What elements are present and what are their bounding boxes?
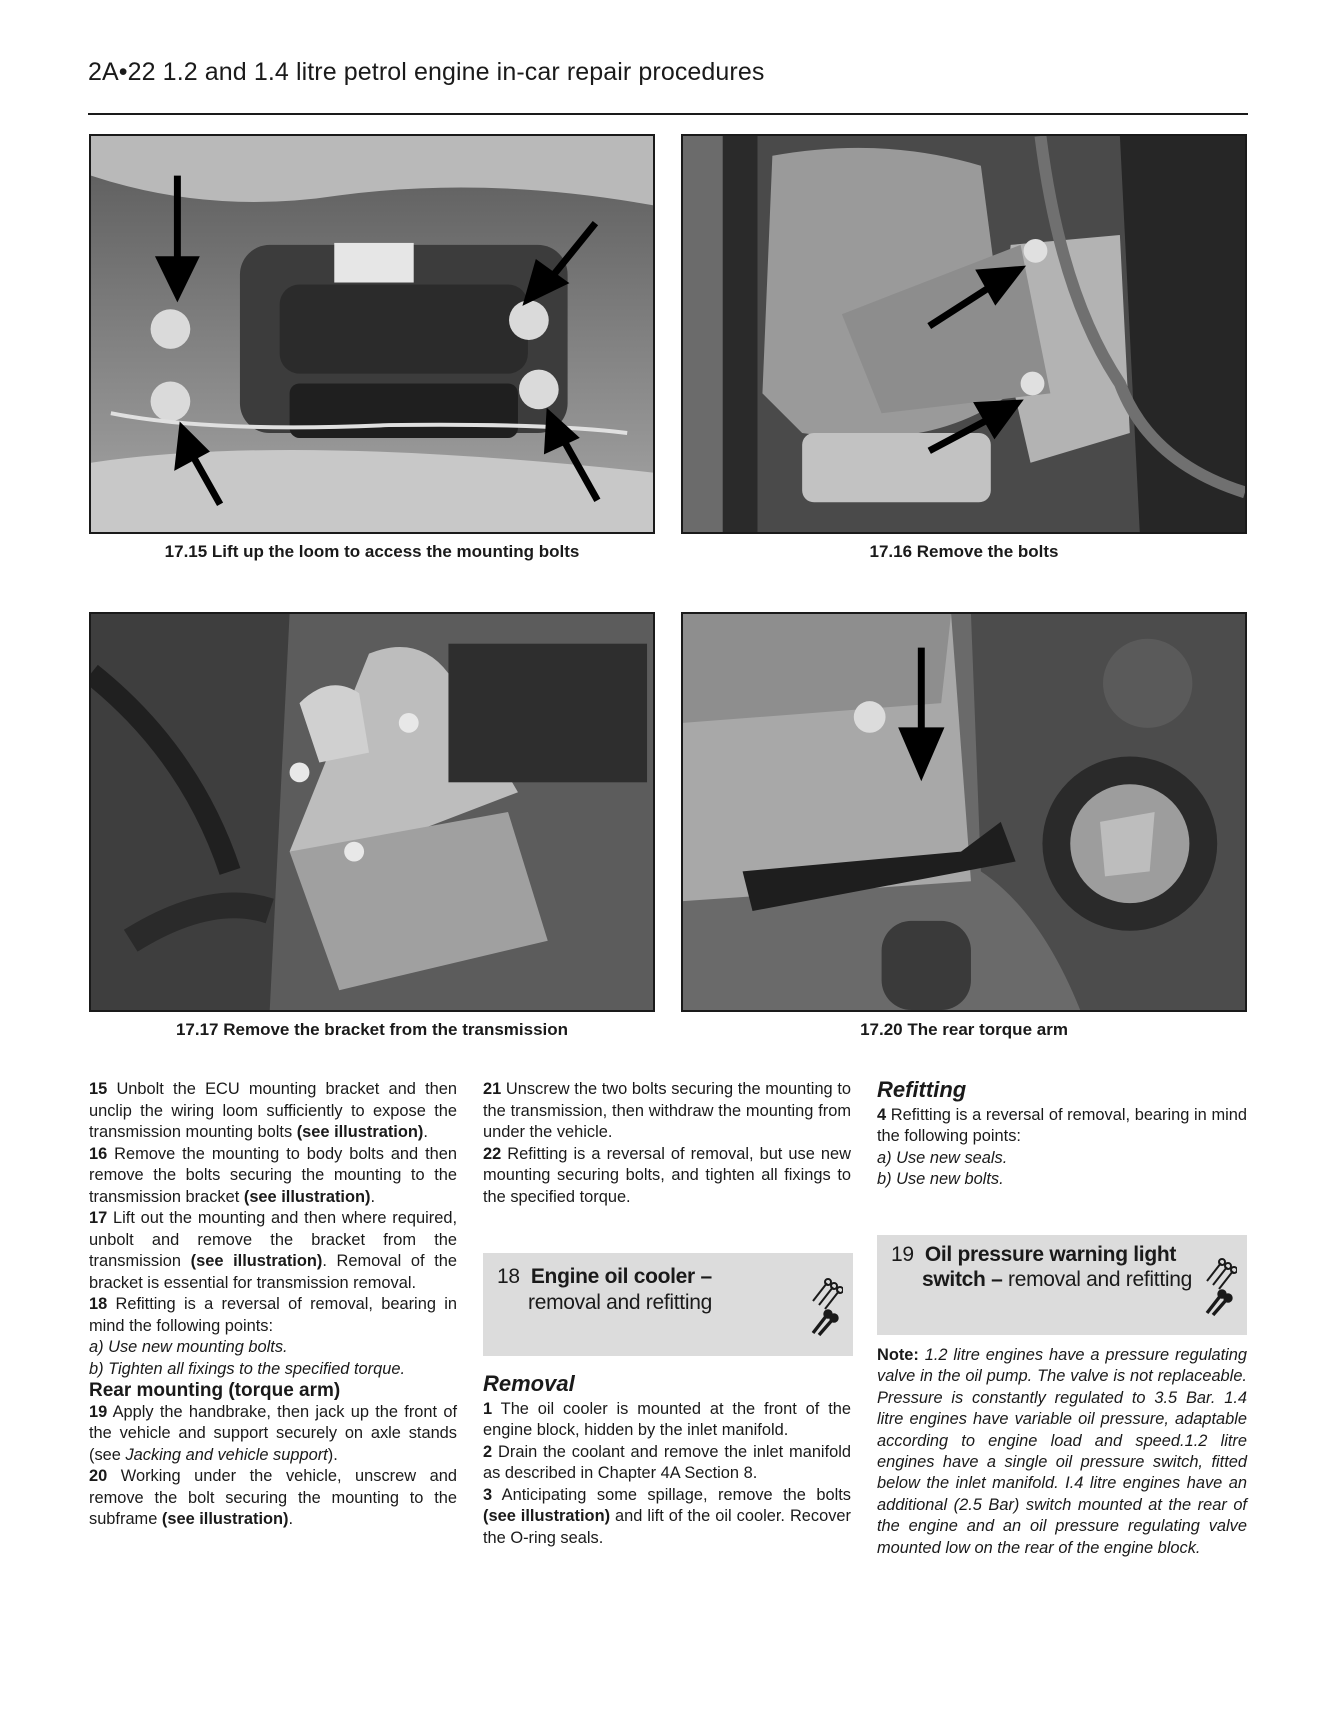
note-text: 1.2 litre engines have a pressure regulating valve in the oil pump. The valve is not replaceable. Pressure is constantly regulated to 3.5 Bar. 1.4 litre engines have variable oil pressure, adaptable according to engine load and speed.1.2 litre engines have a single oil pressure switch, fitted below the inlet manifold. I.4 litre engines have an additional (2.5 Bar) switch mounted at the rear of the engine and an oil pressure regulating valve mounted low on the rear of the engine block. (877, 1346, 1247, 1557)
photo-17-20-image (683, 614, 1245, 1010)
section-19-header (877, 1235, 1247, 1335)
text-column-2-lower (483, 1373, 851, 1549)
subheading-rear-mounting: Rear mounting (torque arm) (89, 1380, 341, 1401)
page-title: 2A•22 1.2 and 1.4 litre petrol engine in-car repair procedures (88, 58, 765, 86)
heading-refitting: Refitting (877, 1077, 967, 1102)
spanner-difficulty-icon (809, 1275, 843, 1337)
photo-17-20 (681, 612, 1247, 1012)
text-column-2 (483, 1079, 851, 1208)
list-item-b-bolts: b) Use new bolts. (877, 1170, 1004, 1188)
caption-17-16: 17.16 Remove the bolts (869, 542, 1059, 561)
paragraph-19: 19 Apply the handbrake, then jack up the front of the vehicle and support securely on axle stands (see Jacking and vehicle support). (89, 1402, 457, 1464)
photo-17-15 (89, 134, 655, 534)
text-column-3 (877, 1079, 1247, 1191)
paragraph-22: 22 Refitting is a reversal of removal, but use new mounting securing bolts, and tighten all fixings to the specified torque. (483, 1144, 851, 1206)
note-paragraph (877, 1345, 1247, 1559)
paragraph-16: 16 Remove the mounting to body bolts and then remove the bolts securing the mounting to the transmission bracket (see illustration). (89, 1144, 457, 1206)
list-item-a: a) Use new mounting bolts. (89, 1338, 288, 1356)
paragraph-1: 1 The oil cooler is mounted at the front of the engine block, hidden by the inlet manifold. (483, 1399, 851, 1439)
paragraph-18: 18 Refitting is a reversal of removal, bearing in mind the following points: (89, 1295, 457, 1335)
caption-17-17: 17.17 Remove the bracket from the transmission (175, 1020, 569, 1039)
photo-17-15-image (91, 136, 653, 532)
section-19-title: Oil pressure warning light (924, 1243, 1177, 1266)
photo-17-16 (681, 134, 1247, 534)
section-19-title-2: switch – (922, 1268, 1003, 1291)
heading-removal: Removal (483, 1371, 575, 1396)
photo-17-16-image (683, 136, 1245, 532)
note-label: Note: (877, 1346, 919, 1364)
section-19-subtitle: removal and refitting (1008, 1268, 1192, 1291)
list-item-b: b) Tighten all fixings to the specified torque. (89, 1359, 406, 1378)
list-item-a-seals: a) Use new seals. (877, 1148, 1008, 1167)
caption-17-15: 17.15 Lift up the loom to access the mounting bolts (164, 542, 580, 561)
text-column-1 (89, 1079, 457, 1531)
section-19-number: 19 (891, 1243, 914, 1266)
title-rule (88, 113, 1248, 115)
section-18-title: Engine oil cooler – (530, 1265, 712, 1288)
section-18-header (483, 1253, 853, 1356)
paragraph-2: 2 Drain the coolant and remove the inlet manifold as described in Chapter 4A Section 8. (483, 1442, 851, 1482)
photo-17-17 (89, 612, 655, 1012)
paragraph-3: 3 Anticipating some spillage, remove the bolts (see illustration) and lift of the oil cooler. Recover the O-ring seals. (483, 1485, 851, 1547)
paragraph-17: 17 Lift out the mounting and then where required, unbolt and remove the bracket from the transmission (see illustration). Removal of the bracket is essential for transmission removal. (89, 1209, 457, 1292)
section-18-subtitle: removal and refitting (528, 1291, 712, 1314)
photo-17-17-image (91, 614, 653, 1010)
caption-17-20: 17.20 The rear torque arm (860, 1020, 1068, 1039)
paragraph-4: 4 Refitting is a reversal of removal, bearing in mind the following points: (877, 1105, 1247, 1145)
section-18-number: 18 (497, 1265, 520, 1288)
paragraph-21: 21 Unscrew the two bolts securing the mounting to the transmission, then withdraw the mounting from under the vehicle. (483, 1080, 851, 1141)
paragraph-15: 15 Unbolt the ECU mounting bracket and then unclip the wiring loom sufficiently to expose the transmission mounting bolts (see illustration). (89, 1080, 457, 1141)
paragraph-20: 20 Working under the vehicle, unscrew and remove the bolt securing the mounting to the subframe (see illustration). (89, 1467, 457, 1528)
spanner-difficulty-icon (1203, 1255, 1237, 1317)
